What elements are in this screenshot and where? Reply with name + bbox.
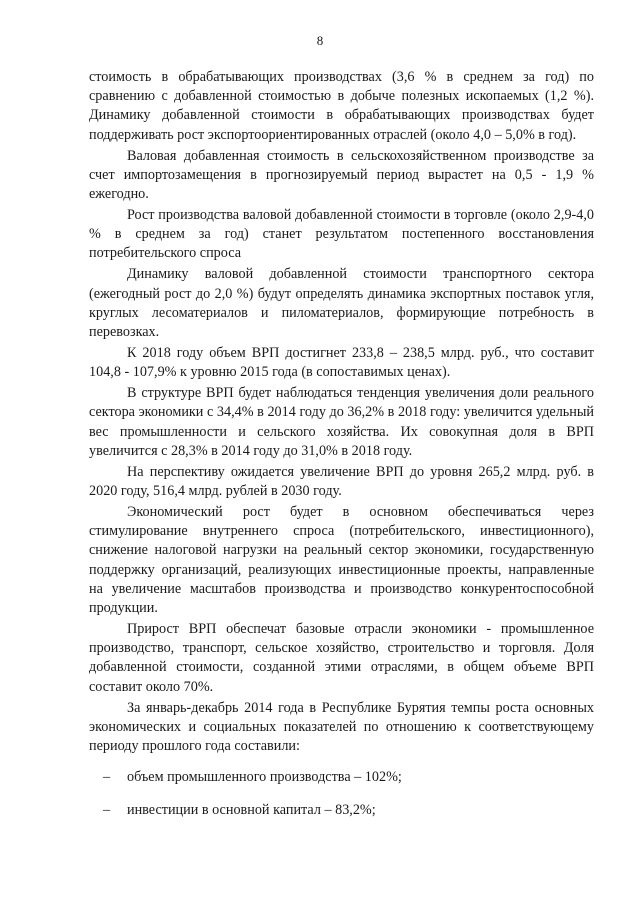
paragraph: Рост производства валовой добавленной стоимости в торговле (около 2,9-4,0 % в среднем за год) станет результатом постепенного восстановления потребительского спроса [89, 207, 594, 262]
list-item-text: объем промышленного производства – 102%; [127, 769, 402, 786]
paragraph: В структуре ВРП будет наблюдаться тенденция увеличения доли реального сектора экономики с 34,4% в 2014 году до 36,2% в 2018 году: увеличится удельный вес промышленности и сельского хозяйства. Их совокупная доля в ВРП увеличится с 28,3% в 2014 году до 31,0% в 2018 году. [89, 385, 594, 459]
paragraph: Динамику валовой добавленной стоимости транспортного сектора (ежегодный рост до 2,0 %) будут определять динамика экспортных поставок угля, круглых лесоматериалов и пиломатериалов, формирующие потребность в перевозках. [89, 266, 594, 341]
page-number: 8 [316, 33, 324, 48]
paragraph: На перспективу ожидается увеличение ВРП до уровня 265,2 млрд. руб. в 2020 году, 516,4 млрд. рублей в 2030 году. [89, 463, 594, 500]
bullet-marker: – [103, 769, 111, 786]
list-item [89, 768, 594, 787]
list-item [89, 801, 594, 820]
paragraph: К 2018 году объем ВРП достигнет 233,8 – 238,5 млрд. руб., что составит 104,8 - 107,9% к уровню 2015 года (в сопоставимых ценах). [89, 345, 594, 381]
paragraph: За январь-декабрь 2014 года в Республике Бурятия темпы роста основных экономических и социальных показателей по отношению к соответствующему периоду прошлого года составили: [89, 699, 594, 755]
document-body [89, 68, 594, 835]
bullet-list [89, 768, 594, 820]
paragraph: стоимость в обрабатывающих производствах (3,6 % в среднем за год) по сравнению с добавленной стоимостью в добыче полезных ископаемых (1,2 %). Динамику добавленной стоимости в обрабатывающих производствах будет поддерживать рост экспортоориентированных отраслей (около 4,0 – 5,0% в год). [89, 69, 594, 143]
list-item-text: инвестиции в основной капитал – 83,2%; [127, 802, 376, 819]
paragraph: Экономический рост будет в основном обеспечиваться через стимулирование внутреннего спроса (потребительского, инвестиционного), снижение налоговой нагрузки на реальный сектор экономики, государственную поддержку организаций, реализующих инвестиционные проекты, направленные на увеличение масштабов производства и производство конкурентоспособной продукции. [89, 504, 594, 617]
bullet-marker: – [103, 802, 111, 819]
paragraph: Валовая добавленная стоимость в сельскохозяйственном производстве за счет импортозамещения в прогнозируемый период вырастет на 0,5 - 1,9 % ежегодно. [89, 147, 594, 203]
paragraph: Прирост ВРП обеспечат базовые отрасли экономики - промышленное производство, транспорт, сельское хозяйство, строительство и торговля. Доля добавленной стоимости, созданной этими отраслями, в общем объеме ВРП составит около 70%. [89, 621, 594, 695]
